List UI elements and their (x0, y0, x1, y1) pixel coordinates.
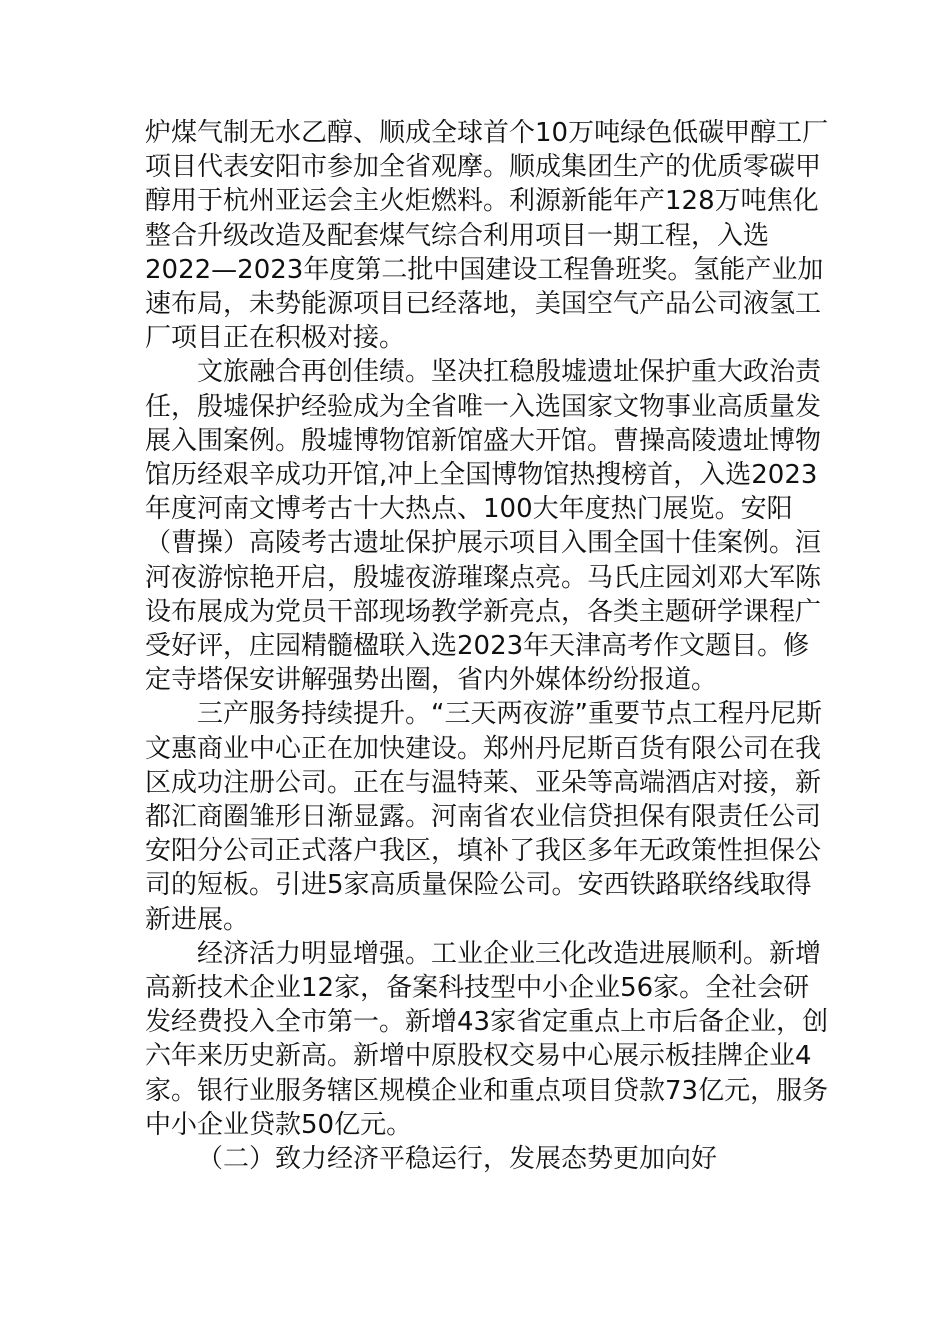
section-heading: （二）致力经济平稳运行，发展态势更加向好 (197, 1144, 718, 1175)
paragraph-culture-tourism: 文旅融合再创佳绩。坚决扛稳殷墟遗址保护重大政治责任，殷墟保护经验成为全省唯一入选国家文物事业高质量发展入围案例。殷墟博物馆新馆盛大开馆。曹操高陵遗址博物馆历经艰辛成功开馆,冲上全国博物馆热搜榜首，入选2023年度河南文博考古十大热点、100大年度热门展览。安阳（曹操）高陵考古遗址保护展示项目入围全国十佳案例。洹河夜游惊艳开启，殷墟夜游璀璨点亮。马氏庄园刘邓大军陈设布展成为党员干部现场教学新亮点，各类主题研学课程广受好评，庄园精髓楹联入选2023年天津高考作文题目。修定寺塔保安讲解强势出圈，省内外媒体纷纷报道。 (145, 357, 822, 696)
paragraph-economic-vitality: 经济活力明显增强。工业企业三化改造进展顺利。新增高新技术企业12家，备案科技型中小企业56家。全社会研发经费投入全市第一。新增43家省定重点上市后备企业，创六年来历史新高。新增中原股权交易中心展示板挂牌企业4家。银行业服务辖区规模企业和重点项目贷款73亿元，服务中小企业贷款50亿元。 (145, 938, 829, 1140)
paragraph-tertiary-services: 三产服务持续提升。“三天两夜游”重要节点工程丹尼斯文惠商业中心正在加快建设。郑州丹尼斯百货有限公司在我区成功注册公司。正在与温特莱、亚朵等高端酒店对接，新都汇商圈雏形日渐显露。河南省农业信贷担保有限责任公司安阳分公司正式落户我区，填补了我区多年无政策性担保公司的短板。引进5家高质量保险公司。安西铁路联络线取得新进展。 (145, 699, 822, 935)
document-body (145, 116, 835, 1176)
paragraph-energy-projects: 炉煤气制无水乙醇、顺成全球首个10万吨绿色低碳甲醇工厂项目代表安阳市参加全省观摩。顺成集团生产的优质零碳甲醇用于杭州亚运会主火炬燃料。利源新能年产128万吨焦化整合升级改造及配套煤气综合利用项目一期工程，入选2022—2023年度第二批中国建设工程鲁班奖。氢能产业加速布局，未势能源项目已经落地，美国空气产品公司液氢工厂项目正在积极对接。 (145, 118, 829, 354)
